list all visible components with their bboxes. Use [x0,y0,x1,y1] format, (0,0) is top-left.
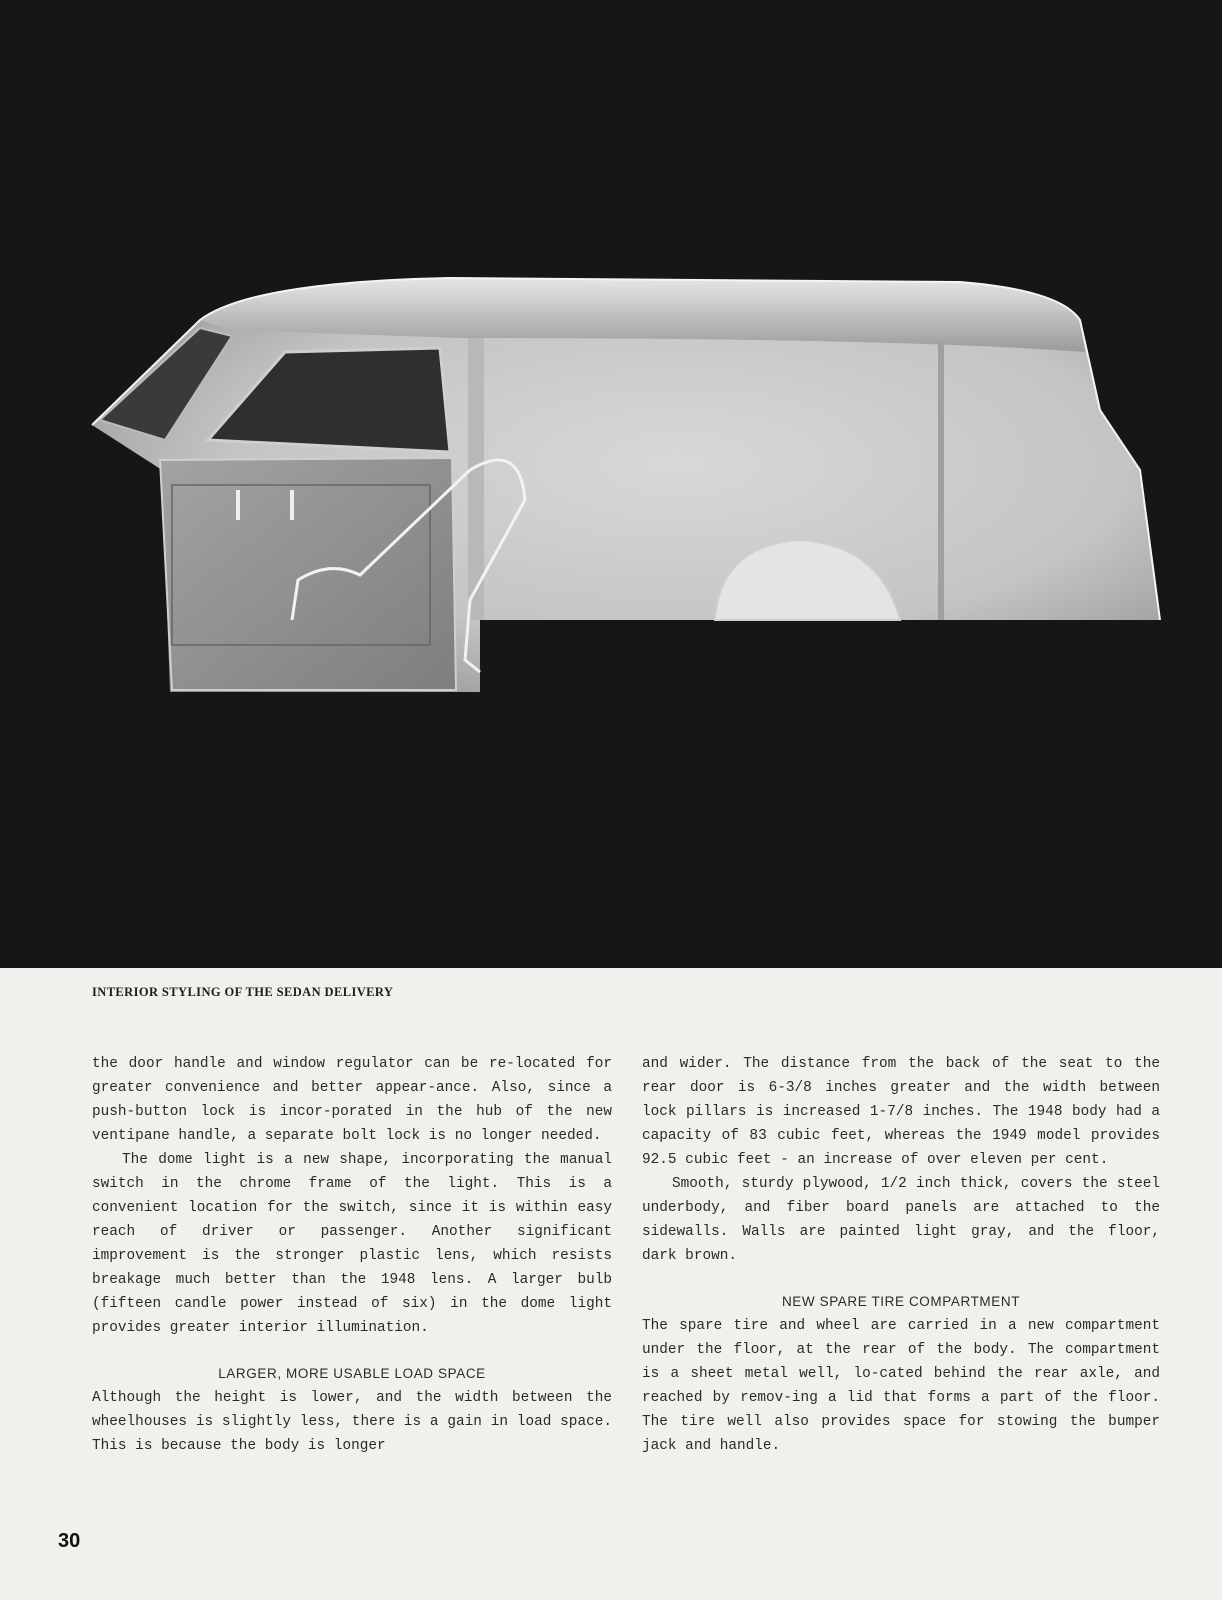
left-paragraph-3: Although the height is lower, and the width between the wheelhouses is slightly less, there is a gain in load space. This is because the body is longer [92,1390,612,1454]
section-heading-load-space: LARGER, MORE USABLE LOAD SPACE [218,1366,486,1381]
figure-caption: INTERIOR STYLING OF THE SEDAN DELIVERY [92,985,394,999]
left-paragraph-2: The dome light is a new shape, incorporating the manual switch in the chrome frame of the light. This is a convenient location for the switch, since it is within easy reach of driver or passenger. Another significant improvement is the stronger plastic lens, which resists breakage much better than the 1948 lens. A larger bulb (fifteen candle power instead of six) in the dome light provides greater interior illumination. [92,1152,612,1336]
right-paragraph-2: Smooth, sturdy plywood, 1/2 inch thick, covers the steel underbody, and fiber board panels are attached to the sidewalls. Walls are painted light gray, and the floor, dark brown. [642,1176,1160,1264]
left-column [92,1052,612,1458]
section-heading-spare-tire: NEW SPARE TIRE COMPARTMENT [781,1294,1021,1309]
right-paragraph-1: and wider. The distance from the back of the seat to the rear door is 6-3/8 inches greater and the width between lock pillars is increased 1-7/8 inches. The 1948 body had a capacity of 83 cubic feet, whereas the 1949 model provides 92.5 cubic feet - an increase of over eleven per cent. [642,1056,1160,1168]
page-number: 30 [58,1530,81,1552]
right-column [642,1052,1160,1458]
left-paragraph-1: the door handle and window regulator can be re-located for greater convenience and better appear-ance. Also, since a push-button lock is incor-porated in the hub of the new ventipane handle, a separate bolt lock is no longer needed. [92,1056,612,1144]
right-paragraph-3: The spare tire and wheel are carried in a new compartment under the floor, at the rear of the body. The compartment is a sheet metal well, lo-cated behind the rear axle, and reached by remov-ing a lid that forms a part of the floor. The tire well also provides space for stowing the bumper jack and handle. [642,1318,1160,1454]
